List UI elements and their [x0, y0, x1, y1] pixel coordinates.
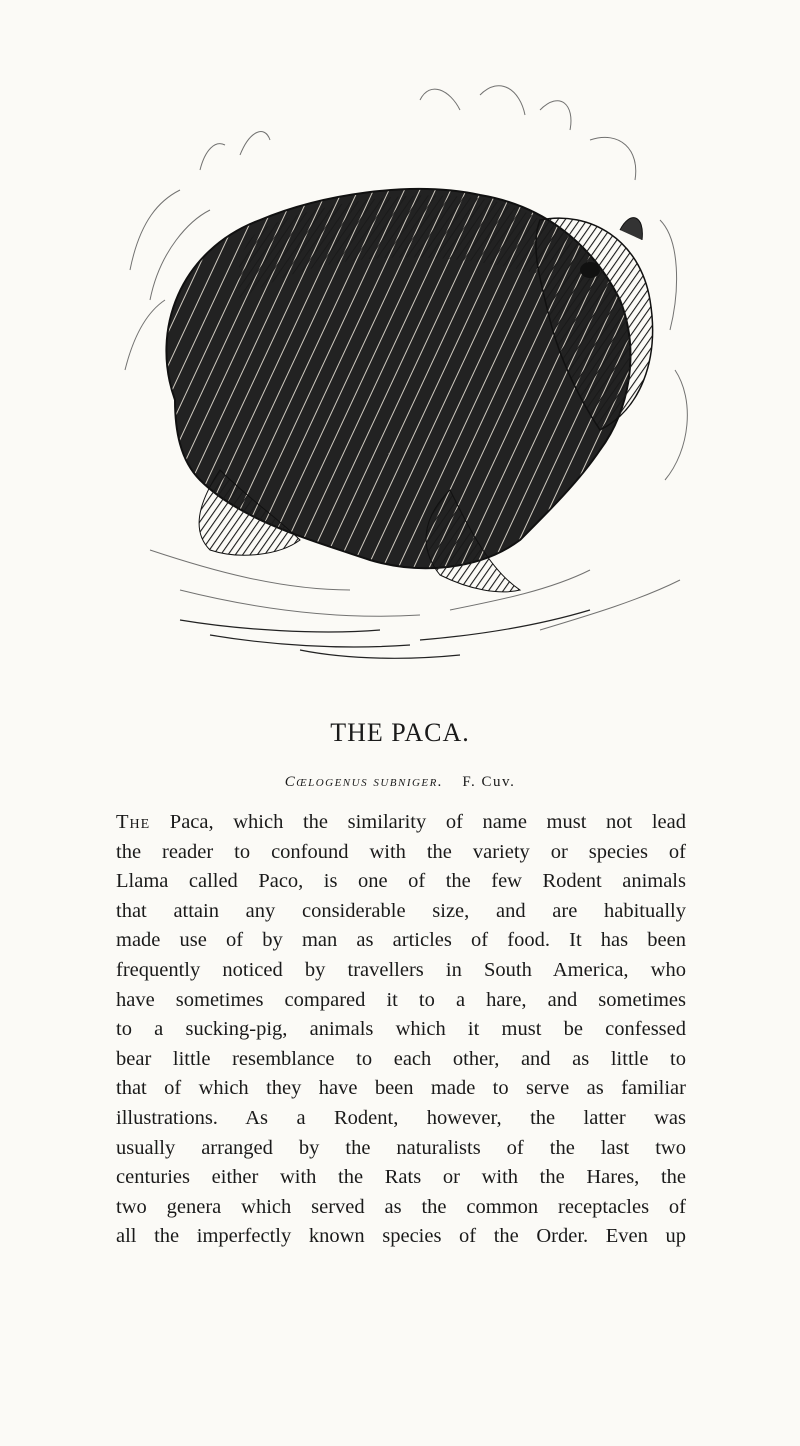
text-line: made use of by man as articles of food. It has been — [116, 929, 686, 952]
paca-engraving-illustration — [120, 70, 700, 670]
text-line: The Paca, which the similarity of name must not lead — [116, 811, 686, 833]
text-line: centuries either with the Rats or with the Hares, the — [116, 1166, 686, 1189]
text-line: that of which they have been made to serve as familiar — [116, 1077, 686, 1100]
text-line: frequently noticed by travellers in South America, who — [116, 958, 686, 981]
text-line: that attain any considerable size, and are habitually — [116, 899, 686, 922]
body-paragraph — [116, 808, 686, 1252]
text-line: have sometimes compared it to a hare, and sometimes — [116, 988, 686, 1011]
lead-word: The — [116, 811, 151, 833]
page-title: THE PACA. — [330, 718, 470, 747]
text-line: to a sucking-pig, animals which it must be confessed — [116, 1018, 686, 1041]
text-line: Llama called Paco, is one of the few Rodent animals — [116, 870, 686, 893]
scientific-name: Cœlogenus subniger. — [284, 774, 444, 790]
text-line: usually arranged by the naturalists of the last two — [116, 1136, 686, 1159]
text-line: bear little resemblance to each other, and as little to — [116, 1047, 686, 1070]
scientific-name-caption — [0, 774, 800, 791]
text-line: two genera which served as the common receptacles of — [116, 1195, 686, 1218]
text-line: all the imperfectly known species of the Order. Even up — [116, 1225, 686, 1248]
text-line: the reader to confound with the variety or species of — [116, 840, 686, 863]
taxonomic-authority: F. Cuv. — [462, 774, 516, 790]
text-line: illustrations. As a Rodent, however, the latter was — [116, 1106, 686, 1129]
